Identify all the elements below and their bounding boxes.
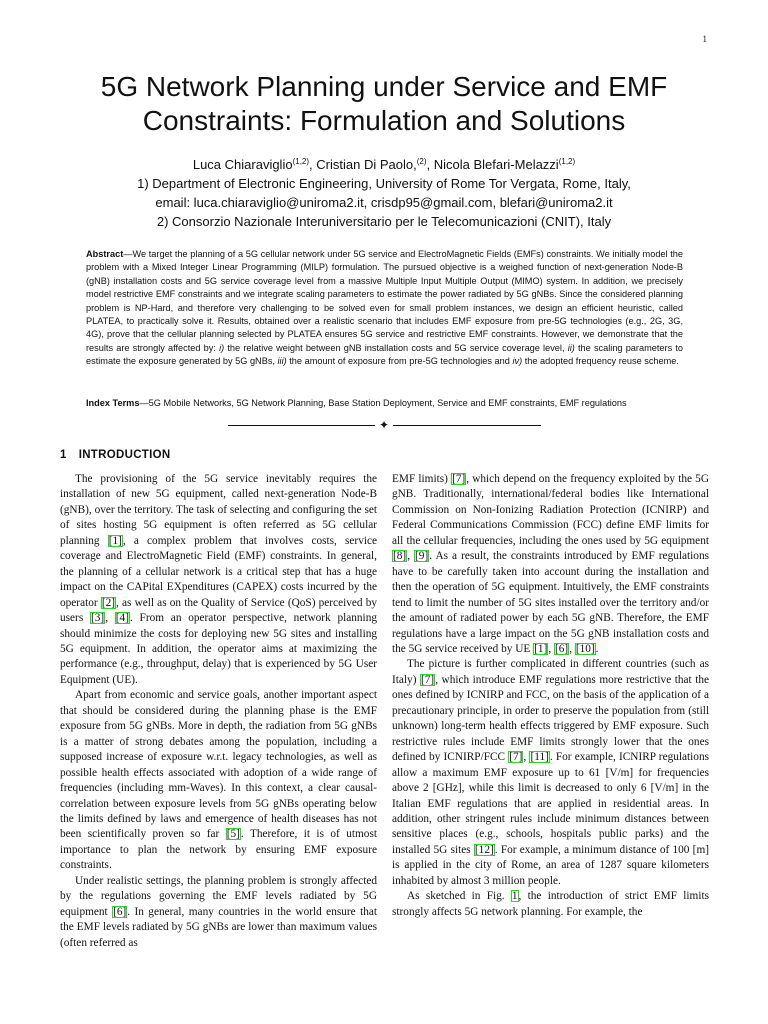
citation-link[interactable]: [10] — [575, 642, 595, 655]
citation-link[interactable]: [2] — [101, 596, 115, 609]
author-3-affiliation: (1,2) — [558, 157, 576, 166]
author-3: Nicola Blefari-Melazzi — [433, 157, 559, 172]
paper-title — [40, 70, 728, 138]
paragraph: Under realistic settings, the planning problem is strongly affected by the regulations governing the EMF levels radiated by 5G equipment [6]. In general, many countries in the world ensure that the EMF levels radiated by 5G gNBs are lower than maximum values (often referred as — [60, 874, 378, 949]
abstract-label: Abstract — [86, 249, 124, 259]
author-2-affiliation: (2) — [416, 157, 427, 166]
paragraph: EMF limits) [7], which depend on the frequency exploited by the 5G gNB. Traditionally, international/federal bodies like International Commission on Non-Ionizing Radiation Protection (ICNIRP) and Federal Communications Commission (FCC) define EMF limits for all the cellular frequencies, including the ones used by 5G equipment [8], [9]. As a result, the constraints introduced by EMF regulations have to be carefully taken into account during the installation and then the operation of 5G equipment. Intuitively, the EMF constraints tend to limit the number of 5G sites installed over the territory and/or the amount of radiated power by each 5G gNB. Therefore, the EMF regulations have a large impact on the 5G gNB installation costs and the 5G service received by UE [1], [6], [10]. — [392, 473, 709, 655]
left-column — [60, 472, 377, 951]
citation-link[interactable]: [11] — [530, 751, 549, 764]
title-line-2: Constraints: Formulation and Solutions — [142, 105, 626, 136]
abstract: Abstract—We target the planning of a 5G cellular network under 5G service and ElectroMagnetic Fields (EMFs) constraints. We initially model the problem with a Mixed Integer Linear Programming (MILP) formulation. The pursued objective is a weighed function of next-generation Node-B (gNB) installation costs and 5G service coverage level from a massive Multiple Input Multiple Output (MIMO) system. In addition, we precisely model restrictive EMF constraints and we integrate scaling parameters to estimate the power radiated by 5G gNBs. Since the considered planning problem is NP-Hard, and therefore very challenging to be solved even for small problem instances, we design an efficient heuristic, called PLATEA, to practically solve it. Results, obtained over a realistic scenario that includes EMF exposure from pre-5G technologies (e.g., 2G, 3G, 4G), prove that the cellular planning selected by PLATEA ensures 5G service and restrictive EMF constraints. However, we demonstrate that the results are strongly affected by: i) the relative weight between gNB installation costs and 5G service coverage level, ii) the scaling parameters to estimate the exposure generated by 5G gNBs, iii) the amount of exposure from pre-5G technologies and iv) the adopted frequency reuse scheme. — [86, 249, 683, 367]
title-line-1: 5G Network Planning under Service and EMF — [100, 71, 668, 102]
paragraph: As sketched in Fig. 1, the introduction of strict EMF limits strongly affects 5G network planning. For example, the — [392, 890, 709, 918]
author-emails: email: luca.chiaraviglio@uniroma2.it, crisdp95@gmail.com, blefari@uniroma2.it — [155, 195, 613, 210]
paragraph: The provisioning of the 5G service inevitably requires the installation of new 5G equipment, called next-generation Node-B (gNB), over the territory. The task of selecting and configuring the set of sites hosting 5G equipment is often referred as 5G cellular planning [1], a complex problem that involves costs, service coverage and ElectroMagnetic Field (EMF) constraints. In general, the planning of a cellular network is a critical step that has a huge impact on the CAPital EXpenditures (CAPEX) costs incurred by the operator [2], as well as on the Quality of Service (QoS) perceived by users [3], [4]. From an operator perspective, network planning should minimize the costs for deploying new 5G sites and installing 5G equipment. In addition, the operator aims at maximizing the performance (e.g., throughput, delay) that is experienced by 5G User Equipment (UE). — [60, 473, 378, 686]
citation-link[interactable]: [7] — [452, 473, 466, 485]
paragraph: The picture is further complicated in different countries (such as Italy) [7], which introduce EMF regulations more restrictive that the ones defined by ICNIRP and FCC, on the basis of the application of a precautionary principle, in order to preserve the population from (still unknown) long-term health effects triggered by EMF exposure. Such restrictive rules include EMF limits strongly lower that the ones defined by ICNIRP/FCC [7], [11]. For example, ICNIRP regulations allow a maximum EMF exposure up to 61 [V/m] for frequencies above 2 [GHz], while this limit is decreased to only 6 [V/m] in the Italian EMF regulations that are applied in residential areas. In addition, other stringent rules include minimum distances between sensitive places (e.g., schools, hospitals public parks) and the installed 5G sites [12]. For example, a minimum distance of 100 [m] is applied in the city of Rome, an area of 1287 square kilometers inhabited by almost 3 million people. — [392, 658, 710, 887]
section-number: 1 — [60, 449, 67, 461]
citation-link[interactable]: [8] — [393, 550, 407, 563]
author-2: Cristian Di Paolo, — [316, 157, 417, 172]
citation-link[interactable]: [6] — [113, 905, 127, 918]
citation-link[interactable]: [12] — [474, 843, 494, 856]
citation-link[interactable]: [4] — [115, 612, 129, 625]
divider-diamond-icon: ✦ — [375, 416, 393, 434]
affiliation-1: 1) Department of Electronic Engineering, University of Rome Tor Vergata, Rome, Italy, — [137, 176, 631, 191]
section-title: INTRODUCTION — [78, 449, 171, 461]
index-terms: Index Terms—5G Mobile Networks, 5G Network Planning, Base Station Deployment, Service and EMF constraints, EMF regulations — [86, 398, 627, 408]
right-column — [392, 472, 709, 920]
author-1-affiliation: (1,2) — [292, 157, 310, 166]
citation-link[interactable]: [5] — [226, 828, 240, 841]
author-block — [40, 152, 728, 231]
author-1: Luca Chiaraviglio — [192, 157, 293, 172]
section-heading — [60, 449, 170, 461]
citation-link[interactable]: [1] — [108, 534, 122, 547]
affiliation-2: 2) Consorzio Nazionale Interuniversitario per le Telecomunicazioni (CNIT), Italy — [156, 214, 612, 229]
citation-link[interactable]: [7] — [509, 751, 523, 764]
author-names: Luca Chiaraviglio$^{(1,2)}$, Cristian Di Paolo,$^{(2)}$, Nicola Blefari-Melazzi$^{(1,2)}$ — [192, 157, 576, 172]
index-terms-label: Index Terms — [86, 398, 140, 408]
citation-link[interactable]: [3] — [91, 612, 105, 625]
page-number: 1 — [702, 34, 707, 44]
citation-link[interactable]: [7] — [421, 673, 435, 686]
paragraph: Apart from economic and service goals, another important aspect that should be considered during the planning phase is the EMF exposure from 5G gNBs. More in depth, the radiation from 5G gNBs is a matter of strong debates among the population, including a supposed increase of exposure w.r.t. legacy technologies, as well as possible health effects associated with adoption of a wide range of frequencies (including mm-Waves). In this context, a clear causal-correlation between exposure levels from 5G gNBs operating below the limits defined by laws and emergence of health diseases has not been scientifically proven so far [5]. Therefore, it is of utmost importance to plan the network by ensuring EMF exposure constraints. — [60, 689, 377, 872]
citation-link[interactable]: [6] — [555, 642, 569, 655]
figure-link[interactable]: 1 — [511, 890, 518, 903]
citation-link[interactable]: [1] — [534, 642, 548, 655]
citation-link[interactable]: [9] — [415, 550, 429, 563]
